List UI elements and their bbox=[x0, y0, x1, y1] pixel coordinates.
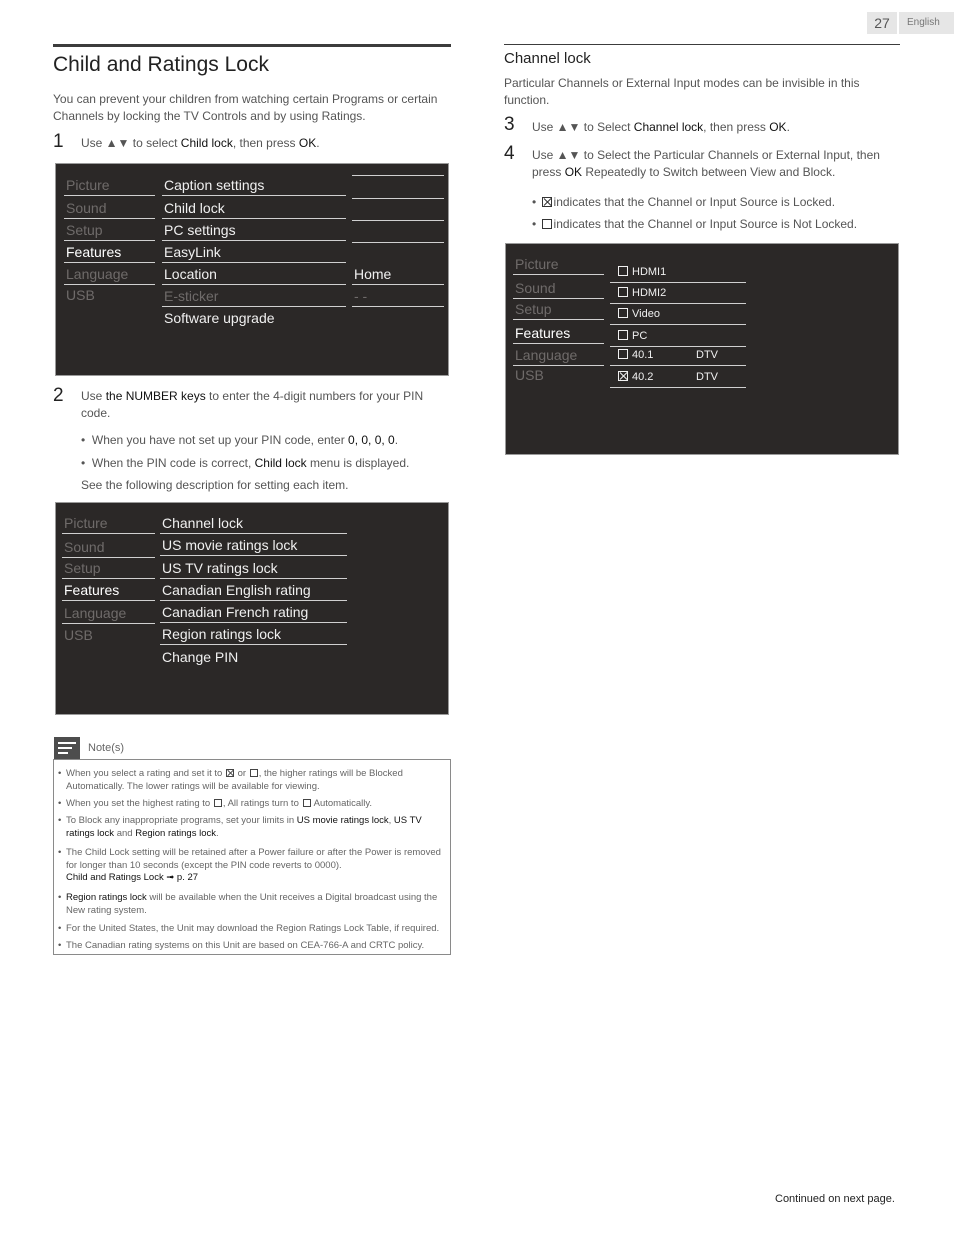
menu-item-easylink[interactable]: EasyLink bbox=[162, 242, 346, 263]
notes-icon bbox=[54, 737, 80, 759]
channel-lock-title: Channel lock bbox=[504, 50, 591, 67]
channel-row-pc[interactable]: PC bbox=[610, 326, 746, 347]
child-lock-menu-screen bbox=[55, 502, 449, 715]
menu3-left-sound[interactable]: Sound bbox=[513, 278, 604, 299]
menu3-left-features[interactable]: Features bbox=[513, 323, 604, 344]
menu3-left-usb[interactable]: USB bbox=[515, 367, 544, 383]
step-2-bullet-2: • When the PIN code is correct, Child lock menu is displayed. bbox=[81, 456, 410, 470]
notes-box bbox=[53, 759, 451, 955]
unlocked-box-icon bbox=[303, 799, 311, 807]
menu2-left-setup[interactable]: Setup bbox=[62, 558, 155, 579]
step-number-2: 2 bbox=[53, 385, 64, 406]
channel-lock-menu-screen bbox=[505, 243, 899, 455]
unlocked-checkbox-icon[interactable] bbox=[618, 287, 628, 297]
unlocked-box-icon bbox=[542, 219, 552, 229]
menu-value-blank-3 bbox=[352, 220, 444, 221]
bullet-locked: • indicates that the Channel or Input Source is Locked. bbox=[532, 195, 836, 209]
unlocked-box-icon bbox=[250, 769, 258, 777]
menu-value-blank-4 bbox=[352, 242, 444, 243]
menu-left-features[interactable]: Features bbox=[64, 242, 155, 263]
step-1-text: Use ▲▼ to select Child lock, then press OK. bbox=[81, 136, 320, 150]
note-3: • To Block any inappropriate programs, set your limits in US movie ratings lock, US TV ratings lock and Region ratings lock. bbox=[58, 815, 422, 839]
menu2-item-region-ratings-lock[interactable]: Region ratings lock bbox=[160, 624, 347, 645]
menu2-left-sound[interactable]: Sound bbox=[62, 537, 155, 558]
channel-lock-intro: Particular Channels or External Input modes can be invisible in this function. bbox=[504, 76, 860, 107]
unlocked-box-icon bbox=[214, 799, 222, 807]
menu-left-usb[interactable]: USB bbox=[66, 287, 95, 303]
menu-value-blank-2 bbox=[352, 198, 444, 199]
page-reference-link[interactable]: Child and Ratings Lock ➟ p. 27 bbox=[66, 872, 199, 883]
menu2-item-canadian-english-rating[interactable]: Canadian English rating bbox=[160, 580, 347, 601]
menu-item-pc-settings[interactable]: PC settings bbox=[162, 220, 346, 241]
menu-item-e-sticker[interactable]: E-sticker bbox=[162, 286, 346, 307]
locked-box-icon bbox=[542, 197, 552, 207]
section-rule bbox=[53, 44, 451, 47]
unlocked-checkbox-icon[interactable] bbox=[618, 266, 628, 276]
menu2-item-us-movie-ratings-lock[interactable]: US movie ratings lock bbox=[160, 535, 347, 556]
channel-row-40-1[interactable]: 40.1 DTV bbox=[610, 345, 746, 366]
language-label: English bbox=[899, 12, 954, 34]
menu2-left-picture[interactable]: Picture bbox=[62, 513, 155, 534]
note-2: • When you set the highest rating to , All ratings turn to Automatically. bbox=[58, 798, 373, 809]
unlocked-checkbox-icon[interactable] bbox=[618, 349, 628, 359]
menu-item-caption-settings[interactable]: Caption settings bbox=[162, 175, 346, 196]
step-number-1: 1 bbox=[53, 131, 64, 152]
menu2-item-change-pin[interactable]: Change PIN bbox=[162, 649, 239, 665]
intro-paragraph: You can prevent your children from watching certain Programs or certain Channels by locking the TV Controls and by using Ratings. bbox=[53, 92, 438, 123]
note-7: • The Canadian rating systems on this Unit are based on CEA-766-A and CRTC policy. bbox=[58, 940, 425, 951]
menu-value-e-sticker: - - bbox=[352, 286, 444, 307]
note-6: • For the United States, the Unit may download the Region Ratings Lock Table, if required. bbox=[58, 923, 440, 934]
menu-left-language[interactable]: Language bbox=[64, 264, 155, 285]
menu2-left-features[interactable]: Features bbox=[62, 580, 155, 601]
channel-row-hdmi2[interactable]: HDMI2 bbox=[610, 283, 746, 304]
note-1: • When you select a rating and set it to or , the higher ratings will be Blocked Automatically. The lower ratings will be available for viewing. bbox=[58, 768, 403, 792]
locked-checkbox-icon[interactable] bbox=[618, 371, 628, 381]
section-rule-right bbox=[504, 44, 900, 45]
step-2-follow-text: See the following description for setting each item. bbox=[81, 478, 349, 492]
menu-left-picture[interactable]: Picture bbox=[64, 175, 155, 196]
bullet-unlocked: • indicates that the Channel or Input Source is Not Locked. bbox=[532, 217, 858, 231]
note-4: • The Child Lock setting will be retained after a Power failure or after the Power is removed for longer than 10 seconds (except the PIN code reverts to 0000). Child and Ratings Lock ➟ p. 27 bbox=[58, 847, 441, 883]
menu-left-sound[interactable]: Sound bbox=[64, 198, 155, 219]
menu-item-software-upgrade[interactable]: Software upgrade bbox=[164, 310, 275, 326]
notes-label: Note(s) bbox=[88, 742, 125, 754]
step-2-text: Use the NUMBER keys to enter the 4-digit numbers for your PIN code. bbox=[81, 389, 424, 420]
channel-type-label: DTV bbox=[696, 349, 718, 361]
channel-row-video[interactable]: Video bbox=[610, 304, 746, 325]
note-5: • Region ratings lock will be available when the Unit receives a Digital broadcast using the New rating system. bbox=[58, 892, 438, 916]
channel-row-40-2[interactable]: 40.2 DTV bbox=[610, 367, 746, 388]
menu3-left-language[interactable]: Language bbox=[513, 345, 604, 366]
menu-item-location[interactable]: Location bbox=[162, 264, 346, 285]
menu-left-setup[interactable]: Setup bbox=[64, 220, 155, 241]
menu2-left-usb[interactable]: USB bbox=[64, 627, 93, 643]
channel-row-hdmi1[interactable]: HDMI1 bbox=[610, 262, 746, 283]
continued-note: Continued on next page. bbox=[775, 1193, 895, 1205]
menu2-item-channel-lock[interactable]: Channel lock bbox=[160, 513, 347, 534]
unlocked-checkbox-icon[interactable] bbox=[618, 330, 628, 340]
step-3-text: Use ▲▼ to Select Channel lock, then press OK. bbox=[532, 120, 790, 134]
menu2-item-canadian-french-rating[interactable]: Canadian French rating bbox=[160, 602, 347, 623]
menu3-left-setup[interactable]: Setup bbox=[513, 299, 604, 320]
menu-value-blank-1 bbox=[352, 175, 444, 176]
step-number-3: 3 bbox=[504, 114, 515, 135]
page-title: Child and Ratings Lock bbox=[53, 53, 269, 76]
menu2-item-us-tv-ratings-lock[interactable]: US TV ratings lock bbox=[160, 558, 347, 579]
menu3-left-picture[interactable]: Picture bbox=[513, 254, 604, 275]
menu2-left-language[interactable]: Language bbox=[62, 603, 155, 624]
channel-type-label: DTV bbox=[696, 371, 718, 383]
menu-value-location: Home bbox=[352, 264, 444, 285]
step-2-bullet-1: • When you have not set up your PIN code, enter 0, 0, 0, 0. bbox=[81, 433, 399, 447]
locked-box-icon bbox=[226, 769, 234, 777]
menu-item-child-lock[interactable]: Child lock bbox=[162, 198, 346, 219]
step-number-4: 4 bbox=[504, 143, 515, 164]
step-4-text: Use ▲▼ to Select the Particular Channels or External Input, then press OK Repeatedly to Switch between View and Block. bbox=[532, 148, 880, 179]
features-menu-screen bbox=[55, 163, 449, 376]
page-number: 27 bbox=[867, 12, 897, 34]
unlocked-checkbox-icon[interactable] bbox=[618, 308, 628, 318]
